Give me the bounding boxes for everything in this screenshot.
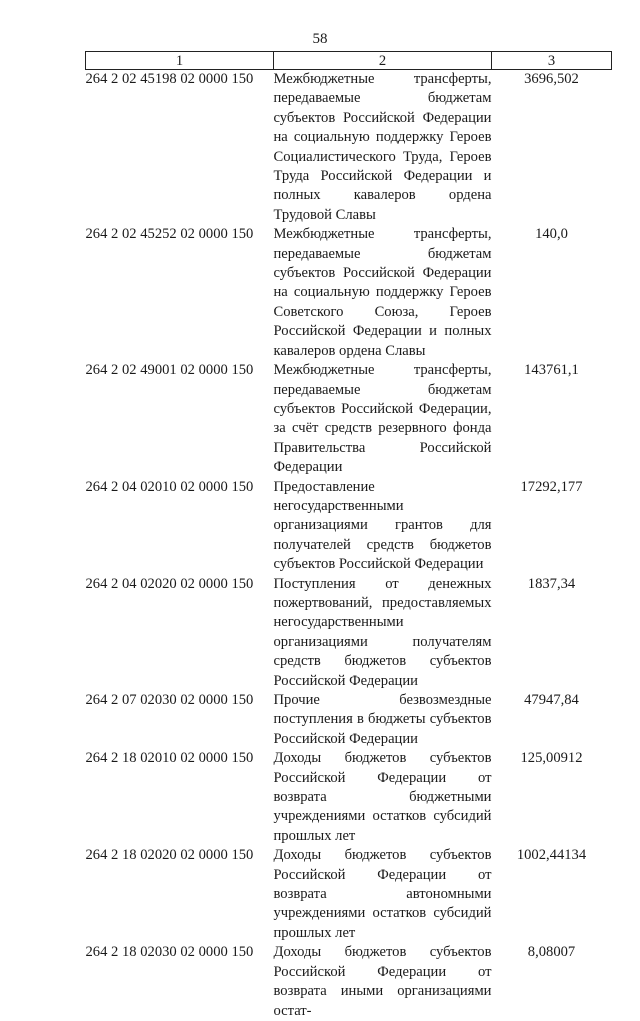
table-row: [86, 361, 612, 477]
amount-value: 1837,34: [527, 575, 576, 592]
amount-value: 8,08007: [527, 944, 576, 961]
amount-value: 140,0: [535, 226, 568, 243]
budget-code: 264 2 04 02020 02 0000 150: [85, 575, 254, 592]
table-row: [86, 943, 612, 1021]
budget-code: 264 2 04 02010 02 0000 150: [85, 478, 254, 495]
revenue-description: Прочие безвозмездные поступления в бюджеты субъектов Российской Федерации: [273, 692, 492, 747]
page-number: 58: [312, 31, 328, 47]
revenue-description: Предоставление негосударственными организациями грантов для получателей средств бюджетов субъектов Российской Федерации: [273, 478, 492, 573]
table-row: [86, 691, 612, 749]
table-row: [86, 225, 612, 361]
revenue-description: Доходы бюджетов субъектов Российской Федерации от возврата бюджетными учреждениями остатков субсидий прошлых лет: [273, 750, 492, 844]
table-row: [86, 749, 612, 846]
budget-code: 264 2 07 02030 02 0000 150: [85, 692, 254, 708]
budget-code: 264 2 02 45198 02 0000 150: [85, 71, 254, 87]
table-row: [86, 575, 612, 691]
column-header-1: 1: [86, 52, 274, 70]
table-row: [86, 70, 612, 226]
revenue-description: Поступления от денежных пожертвований, предоставляемых негосударственными организациями получателям средств бюджетов субъектов Российской Федерации: [273, 575, 492, 689]
column-header-2: 2: [274, 52, 492, 70]
table-row: [86, 478, 612, 575]
revenue-description: Доходы бюджетов субъектов Российской Федерации от возврата иными организациями остат-: [273, 944, 492, 1019]
budget-code: 264 2 02 45252 02 0000 150: [85, 226, 254, 243]
amount-value: 125,00912: [520, 750, 583, 767]
budget-revenue-table: [85, 51, 612, 1021]
table-row: [86, 846, 612, 943]
amount-value: 3696,502: [524, 71, 579, 87]
budget-code: 264 2 18 02030 02 0000 150: [85, 944, 254, 961]
revenue-description: Межбюджетные трансферты, передаваемые бюджетам субъектов Российской Федерации, за счёт средств резервного фонда Правительства Российской Федерации: [273, 362, 492, 476]
budget-code: 264 2 18 02010 02 0000 150: [85, 750, 254, 767]
revenue-description: Доходы бюджетов субъектов Российской Федерации от возврата автономными учреждениями остатков субсидий прошлых лет: [273, 847, 492, 941]
amount-value: 143761,1: [524, 362, 579, 379]
amount-value: 47947,84: [524, 692, 579, 708]
column-header-3: 3: [492, 52, 612, 70]
budget-code: 264 2 02 49001 02 0000 150: [85, 362, 254, 379]
revenue-description: Межбюджетные трансферты, передаваемые бюджетам субъектов Российской Федерации на социальную поддержку Героев Социалистического Труда, Героев Труда Российской Федерации и полных кавалеров ордена Трудовой Славы: [273, 71, 492, 223]
amount-value: 1002,44134: [516, 847, 587, 864]
amount-value: 17292,177: [520, 478, 583, 495]
revenue-description: Межбюджетные трансферты, передаваемые бюджетам субъектов Российской Федерации на социальную поддержку Героев Советского Союза, Героев Российской Федерации и полных кавалеров ордена Славы: [273, 226, 492, 359]
table-header-row: [86, 52, 612, 70]
budget-code: 264 2 18 02020 02 0000 150: [85, 847, 254, 864]
